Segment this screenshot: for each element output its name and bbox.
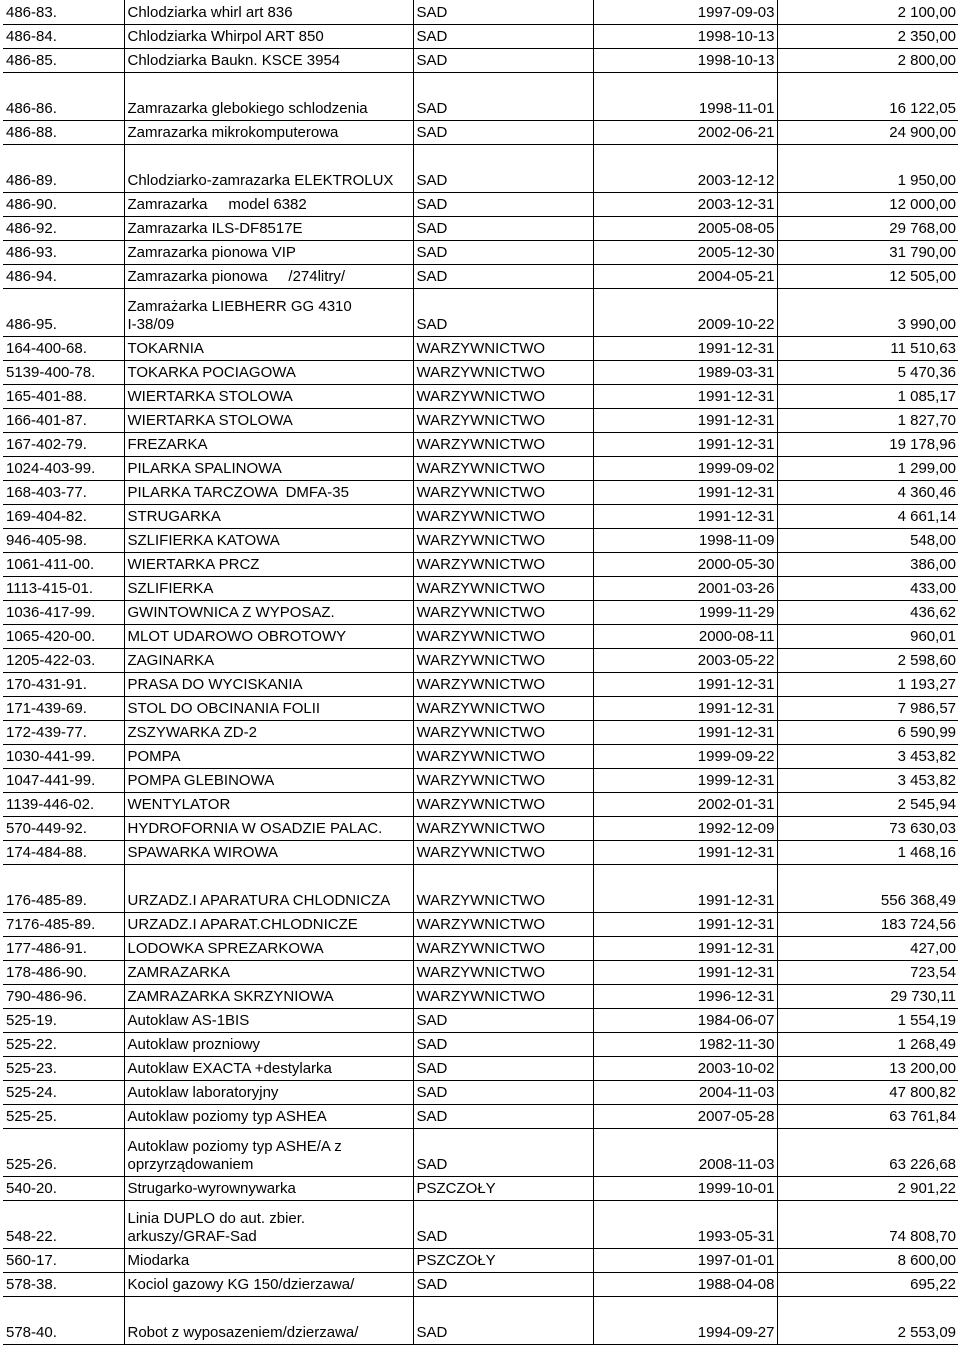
asset-name-cell: Autoklaw AS-1BIS [124,1008,413,1032]
inventory-number-cell: 166-401-87. [3,408,124,432]
date-cell: 1999-09-02 [593,456,777,480]
department-cell: SAD [413,1128,593,1176]
date-cell: 2003-12-12 [593,144,777,192]
asset-name-cell: Chlodziarko-zamrazarka ELEKTROLUX [124,144,413,192]
inventory-number-cell: 170-431-91. [3,672,124,696]
table-row [3,696,958,720]
asset-name-cell: PILARKA SPALINOWA [124,456,413,480]
department-cell: WARZYWNICTWO [413,528,593,552]
department-cell: SAD [413,1200,593,1248]
asset-name-cell: MLOT UDAROWO OBROTOWY [124,624,413,648]
date-cell: 1988-04-08 [593,1272,777,1296]
date-cell: 1989-03-31 [593,360,777,384]
table-row [3,288,958,336]
value-cell: 2 553,09 [777,1296,958,1344]
department-cell: SAD [413,264,593,288]
date-cell: 2000-05-30 [593,552,777,576]
value-cell: 1 827,70 [777,408,958,432]
value-cell: 24 900,00 [777,120,958,144]
inventory-number-cell: 486-95. [3,288,124,336]
department-cell: WARZYWNICTWO [413,960,593,984]
table-row [3,384,958,408]
date-cell: 1998-11-01 [593,72,777,120]
value-cell: 1 468,16 [777,840,958,864]
inventory-number-cell: 1047-441-99. [3,768,124,792]
asset-name-cell: ZSZYWARKA ZD-2 [124,720,413,744]
table-row [3,1128,958,1176]
department-cell: WARZYWNICTWO [413,696,593,720]
inventory-number-cell: 171-439-69. [3,696,124,720]
table-row [3,264,958,288]
inventory-number-cell: 525-25. [3,1104,124,1128]
asset-name-cell: GWINTOWNICA Z WYPOSAZ. [124,600,413,624]
inventory-number-cell: 570-449-92. [3,816,124,840]
department-cell: SAD [413,1008,593,1032]
asset-name-cell: Zamrazarka mikrokomputerowa [124,120,413,144]
date-cell: 1998-11-09 [593,528,777,552]
department-cell: SAD [413,1080,593,1104]
table-row [3,624,958,648]
asset-name-cell: TOKARKA POCIAGOWA [124,360,413,384]
asset-name-cell: PRASA DO WYCISKANIA [124,672,413,696]
department-cell: WARZYWNICTWO [413,936,593,960]
value-cell: 427,00 [777,936,958,960]
department-cell: SAD [413,144,593,192]
date-cell: 1991-12-31 [593,432,777,456]
date-cell: 1991-12-31 [593,504,777,528]
table-row [3,144,958,192]
asset-name-cell: Autoklaw poziomy typ ASHE/A z oprzyrządowaniem [124,1128,413,1176]
table-row [3,48,958,72]
department-cell: SAD [413,288,593,336]
table-row [3,504,958,528]
asset-name-cell: Chlodziarka Baukn. KSCE 3954 [124,48,413,72]
table-row [3,456,958,480]
date-cell: 1994-09-27 [593,1296,777,1344]
asset-name-cell: Autoklaw laboratoryjny [124,1080,413,1104]
table-row [3,240,958,264]
asset-name-cell: Chlodziarka Whirpol ART 850 [124,24,413,48]
department-cell: WARZYWNICTWO [413,504,593,528]
date-cell: 2003-10-02 [593,1056,777,1080]
date-cell: 2008-11-03 [593,1128,777,1176]
table-row [3,1296,958,1344]
table-row [3,960,958,984]
value-cell: 5 470,36 [777,360,958,384]
date-cell: 2000-08-11 [593,624,777,648]
value-cell: 2 100,00 [777,0,958,24]
value-cell: 183 724,56 [777,912,958,936]
inventory-number-cell: 525-19. [3,1008,124,1032]
department-cell: WARZYWNICTWO [413,432,593,456]
department-cell: SAD [413,72,593,120]
department-cell: SAD [413,1272,593,1296]
value-cell: 1 193,27 [777,672,958,696]
department-cell: WARZYWNICTWO [413,720,593,744]
date-cell: 1991-12-31 [593,408,777,432]
table-row [3,1080,958,1104]
table-row [3,1200,958,1248]
table-row [3,1248,958,1272]
department-cell: WARZYWNICTWO [413,360,593,384]
department-cell: WARZYWNICTWO [413,912,593,936]
table-row [3,936,958,960]
asset-name-cell: WENTYLATOR [124,792,413,816]
table-row [3,528,958,552]
department-cell: WARZYWNICTWO [413,984,593,1008]
date-cell: 2005-08-05 [593,216,777,240]
date-cell: 1997-01-01 [593,1248,777,1272]
inventory-number-cell: 174-484-88. [3,840,124,864]
table-row [3,648,958,672]
asset-name-cell: STOL DO OBCINANIA FOLII [124,696,413,720]
inventory-number-cell: 486-94. [3,264,124,288]
asset-name-cell: STRUGARKA [124,504,413,528]
department-cell: WARZYWNICTWO [413,552,593,576]
inventory-number-cell: 946-405-98. [3,528,124,552]
value-cell: 3 453,82 [777,744,958,768]
value-cell: 29 768,00 [777,216,958,240]
inventory-number-cell: 560-17. [3,1248,124,1272]
asset-name-cell: Strugarko-wyrownywarka [124,1176,413,1200]
date-cell: 1991-12-31 [593,936,777,960]
table-row [3,1032,958,1056]
table-row [3,768,958,792]
department-cell: PSZCZOŁY [413,1176,593,1200]
date-cell: 1996-12-31 [593,984,777,1008]
department-cell: WARZYWNICTWO [413,768,593,792]
date-cell: 1997-09-03 [593,0,777,24]
value-cell: 1 085,17 [777,384,958,408]
asset-table [3,0,958,1345]
asset-name-cell: Zamrazarka ILS-DF8517E [124,216,413,240]
asset-name-cell: PILARKA TARCZOWA DMFA-35 [124,480,413,504]
table-row [3,912,958,936]
inventory-number-cell: 1205-422-03. [3,648,124,672]
asset-name-cell: Zamrazarka model 6382 [124,192,413,216]
asset-name-cell: POMPA [124,744,413,768]
asset-name-cell: Chlodziarka whirl art 836 [124,0,413,24]
date-cell: 1984-06-07 [593,1008,777,1032]
inventory-number-cell: 790-486-96. [3,984,124,1008]
value-cell: 1 554,19 [777,1008,958,1032]
table-row [3,1056,958,1080]
value-cell: 2 350,00 [777,24,958,48]
department-cell: SAD [413,1296,593,1344]
department-cell: SAD [413,48,593,72]
inventory-number-cell: 165-401-88. [3,384,124,408]
department-cell: SAD [413,1056,593,1080]
table-row [3,0,958,24]
table-row [3,840,958,864]
inventory-number-cell: 1030-441-99. [3,744,124,768]
date-cell: 1982-11-30 [593,1032,777,1056]
value-cell: 12 505,00 [777,264,958,288]
date-cell: 1991-12-31 [593,864,777,912]
table-row [3,72,958,120]
asset-name-cell: Autoklaw poziomy typ ASHEA [124,1104,413,1128]
inventory-number-cell: 168-403-77. [3,480,124,504]
date-cell: 1991-12-31 [593,960,777,984]
value-cell: 1 299,00 [777,456,958,480]
asset-name-cell: ZAMRAZARKA [124,960,413,984]
inventory-number-cell: 486-90. [3,192,124,216]
department-cell: WARZYWNICTWO [413,816,593,840]
inventory-number-cell: 164-400-68. [3,336,124,360]
date-cell: 2003-12-31 [593,192,777,216]
inventory-number-cell: 177-486-91. [3,936,124,960]
date-cell: 1991-12-31 [593,840,777,864]
inventory-number-cell: 486-88. [3,120,124,144]
date-cell: 1999-09-22 [593,744,777,768]
department-cell: SAD [413,120,593,144]
asset-name-cell: Zamrazarka pionowa VIP [124,240,413,264]
department-cell: WARZYWNICTWO [413,384,593,408]
asset-name-cell: SPAWARKA WIROWA [124,840,413,864]
department-cell: SAD [413,216,593,240]
date-cell: 1991-12-31 [593,912,777,936]
department-cell: WARZYWNICTWO [413,480,593,504]
table-row [3,576,958,600]
inventory-number-cell: 178-486-90. [3,960,124,984]
date-cell: 1998-10-13 [593,48,777,72]
department-cell: SAD [413,192,593,216]
table-row [3,480,958,504]
value-cell: 63 226,68 [777,1128,958,1176]
asset-name-cell: Zamrazarka glebokiego schlodzenia [124,72,413,120]
date-cell: 1999-12-31 [593,768,777,792]
table-row [3,744,958,768]
date-cell: 1992-12-09 [593,816,777,840]
inventory-number-cell: 578-40. [3,1296,124,1344]
department-cell: SAD [413,0,593,24]
asset-name-cell: TOKARNIA [124,336,413,360]
value-cell: 47 800,82 [777,1080,958,1104]
inventory-number-cell: 1113-415-01. [3,576,124,600]
value-cell: 2 800,00 [777,48,958,72]
inventory-number-cell: 167-402-79. [3,432,124,456]
value-cell: 3 453,82 [777,768,958,792]
date-cell: 1999-11-29 [593,600,777,624]
inventory-number-cell: 540-20. [3,1176,124,1200]
date-cell: 2003-05-22 [593,648,777,672]
inventory-number-cell: 486-84. [3,24,124,48]
asset-name-cell: SZLIFIERKA [124,576,413,600]
value-cell: 695,22 [777,1272,958,1296]
table-row [3,720,958,744]
asset-name-cell: Miodarka [124,1248,413,1272]
asset-name-cell: Zamrazarka pionowa /274litry/ [124,264,413,288]
asset-name-cell: FREZARKA [124,432,413,456]
asset-name-cell: URZADZ.I APARATURA CHLODNICZA [124,864,413,912]
department-cell: WARZYWNICTWO [413,864,593,912]
asset-name-cell: POMPA GLEBINOWA [124,768,413,792]
inventory-number-cell: 169-404-82. [3,504,124,528]
inventory-number-cell: 176-485-89. [3,864,124,912]
value-cell: 13 200,00 [777,1056,958,1080]
department-cell: SAD [413,1032,593,1056]
date-cell: 1991-12-31 [593,696,777,720]
asset-name-cell: HYDROFORNIA W OSADZIE PALAC. [124,816,413,840]
inventory-number-cell: 525-26. [3,1128,124,1176]
department-cell: WARZYWNICTWO [413,744,593,768]
date-cell: 2002-01-31 [593,792,777,816]
asset-name-cell: Autoklaw EXACTA +destylarka [124,1056,413,1080]
value-cell: 16 122,05 [777,72,958,120]
inventory-number-cell: 1024-403-99. [3,456,124,480]
inventory-number-cell: 5139-400-78. [3,360,124,384]
department-cell: WARZYWNICTWO [413,576,593,600]
value-cell: 29 730,11 [777,984,958,1008]
table-row [3,192,958,216]
value-cell: 74 808,70 [777,1200,958,1248]
value-cell: 2 901,22 [777,1176,958,1200]
asset-name-cell: WIERTARKA STOLOWA [124,408,413,432]
date-cell: 2007-05-28 [593,1104,777,1128]
value-cell: 2 545,94 [777,792,958,816]
date-cell: 1998-10-13 [593,24,777,48]
value-cell: 12 000,00 [777,192,958,216]
table-row [3,552,958,576]
table-row [3,816,958,840]
inventory-number-cell: 525-22. [3,1032,124,1056]
department-cell: WARZYWNICTWO [413,840,593,864]
inventory-number-cell: 486-93. [3,240,124,264]
asset-name-cell: Autoklaw prozniowy [124,1032,413,1056]
asset-name-cell: WIERTARKA STOLOWA [124,384,413,408]
date-cell: 2002-06-21 [593,120,777,144]
value-cell: 31 790,00 [777,240,958,264]
value-cell: 556 368,49 [777,864,958,912]
value-cell: 3 990,00 [777,288,958,336]
value-cell: 8 600,00 [777,1248,958,1272]
department-cell: WARZYWNICTWO [413,408,593,432]
date-cell: 1991-12-31 [593,336,777,360]
table-row [3,360,958,384]
department-cell: WARZYWNICTWO [413,624,593,648]
value-cell: 4 661,14 [777,504,958,528]
date-cell: 2005-12-30 [593,240,777,264]
date-cell: 2004-05-21 [593,264,777,288]
value-cell: 436,62 [777,600,958,624]
value-cell: 1 268,49 [777,1032,958,1056]
department-cell: WARZYWNICTWO [413,792,593,816]
asset-name-cell: Robot z wyposazeniem/dzierzawa/ [124,1296,413,1344]
value-cell: 386,00 [777,552,958,576]
table-row [3,216,958,240]
table-row [3,408,958,432]
value-cell: 433,00 [777,576,958,600]
value-cell: 6 590,99 [777,720,958,744]
inventory-number-cell: 525-23. [3,1056,124,1080]
inventory-number-cell: 486-89. [3,144,124,192]
inventory-number-cell: 486-83. [3,0,124,24]
date-cell: 1993-05-31 [593,1200,777,1248]
department-cell: WARZYWNICTWO [413,336,593,360]
date-cell: 1991-12-31 [593,480,777,504]
value-cell: 19 178,96 [777,432,958,456]
inventory-number-cell: 1036-417-99. [3,600,124,624]
department-cell: SAD [413,1104,593,1128]
table-row [3,864,958,912]
asset-name-cell: SZLIFIERKA KATOWA [124,528,413,552]
department-cell: PSZCZOŁY [413,1248,593,1272]
asset-name-cell: URZADZ.I APARAT.CHLODNICZE [124,912,413,936]
asset-name-cell: ZAMRAZARKA SKRZYNIOWA [124,984,413,1008]
table-row [3,432,958,456]
inventory-number-cell: 486-92. [3,216,124,240]
department-cell: WARZYWNICTWO [413,648,593,672]
table-row [3,120,958,144]
table-row [3,672,958,696]
table-row [3,1008,958,1032]
value-cell: 1 950,00 [777,144,958,192]
table-row [3,336,958,360]
department-cell: SAD [413,24,593,48]
inventory-number-cell: 1065-420-00. [3,624,124,648]
date-cell: 2004-11-03 [593,1080,777,1104]
table-row [3,792,958,816]
date-cell: 2009-10-22 [593,288,777,336]
date-cell: 1991-12-31 [593,384,777,408]
inventory-number-cell: 1061-411-00. [3,552,124,576]
department-cell: WARZYWNICTWO [413,600,593,624]
asset-name-cell: Linia DUPLO do aut. zbier. arkuszy/GRAF-Sad [124,1200,413,1248]
date-cell: 1991-12-31 [593,672,777,696]
date-cell: 1991-12-31 [593,720,777,744]
inventory-number-cell: 525-24. [3,1080,124,1104]
inventory-number-cell: 486-86. [3,72,124,120]
value-cell: 73 630,03 [777,816,958,840]
value-cell: 11 510,63 [777,336,958,360]
value-cell: 63 761,84 [777,1104,958,1128]
department-cell: SAD [413,240,593,264]
value-cell: 4 360,46 [777,480,958,504]
table-row [3,1272,958,1296]
value-cell: 7 986,57 [777,696,958,720]
asset-name-cell: WIERTARKA PRCZ [124,552,413,576]
inventory-number-cell: 172-439-77. [3,720,124,744]
asset-name-cell: Zamrażarka LIEBHERR GG 4310 I-38/09 [124,288,413,336]
asset-table-body [3,0,958,1344]
asset-name-cell: ZAGINARKA [124,648,413,672]
value-cell: 2 598,60 [777,648,958,672]
table-row [3,1104,958,1128]
table-row [3,600,958,624]
inventory-number-cell: 486-85. [3,48,124,72]
date-cell: 2001-03-26 [593,576,777,600]
asset-name-cell: LODOWKA SPREZARKOWA [124,936,413,960]
table-row [3,984,958,1008]
inventory-number-cell: 578-38. [3,1272,124,1296]
value-cell: 548,00 [777,528,958,552]
department-cell: WARZYWNICTWO [413,456,593,480]
table-row [3,1176,958,1200]
asset-name-cell: Kociol gazowy KG 150/dzierzawa/ [124,1272,413,1296]
value-cell: 960,01 [777,624,958,648]
value-cell: 723,54 [777,960,958,984]
inventory-number-cell: 1139-446-02. [3,792,124,816]
date-cell: 1999-10-01 [593,1176,777,1200]
department-cell: WARZYWNICTWO [413,672,593,696]
inventory-number-cell: 7176-485-89. [3,912,124,936]
table-row [3,24,958,48]
inventory-number-cell: 548-22. [3,1200,124,1248]
